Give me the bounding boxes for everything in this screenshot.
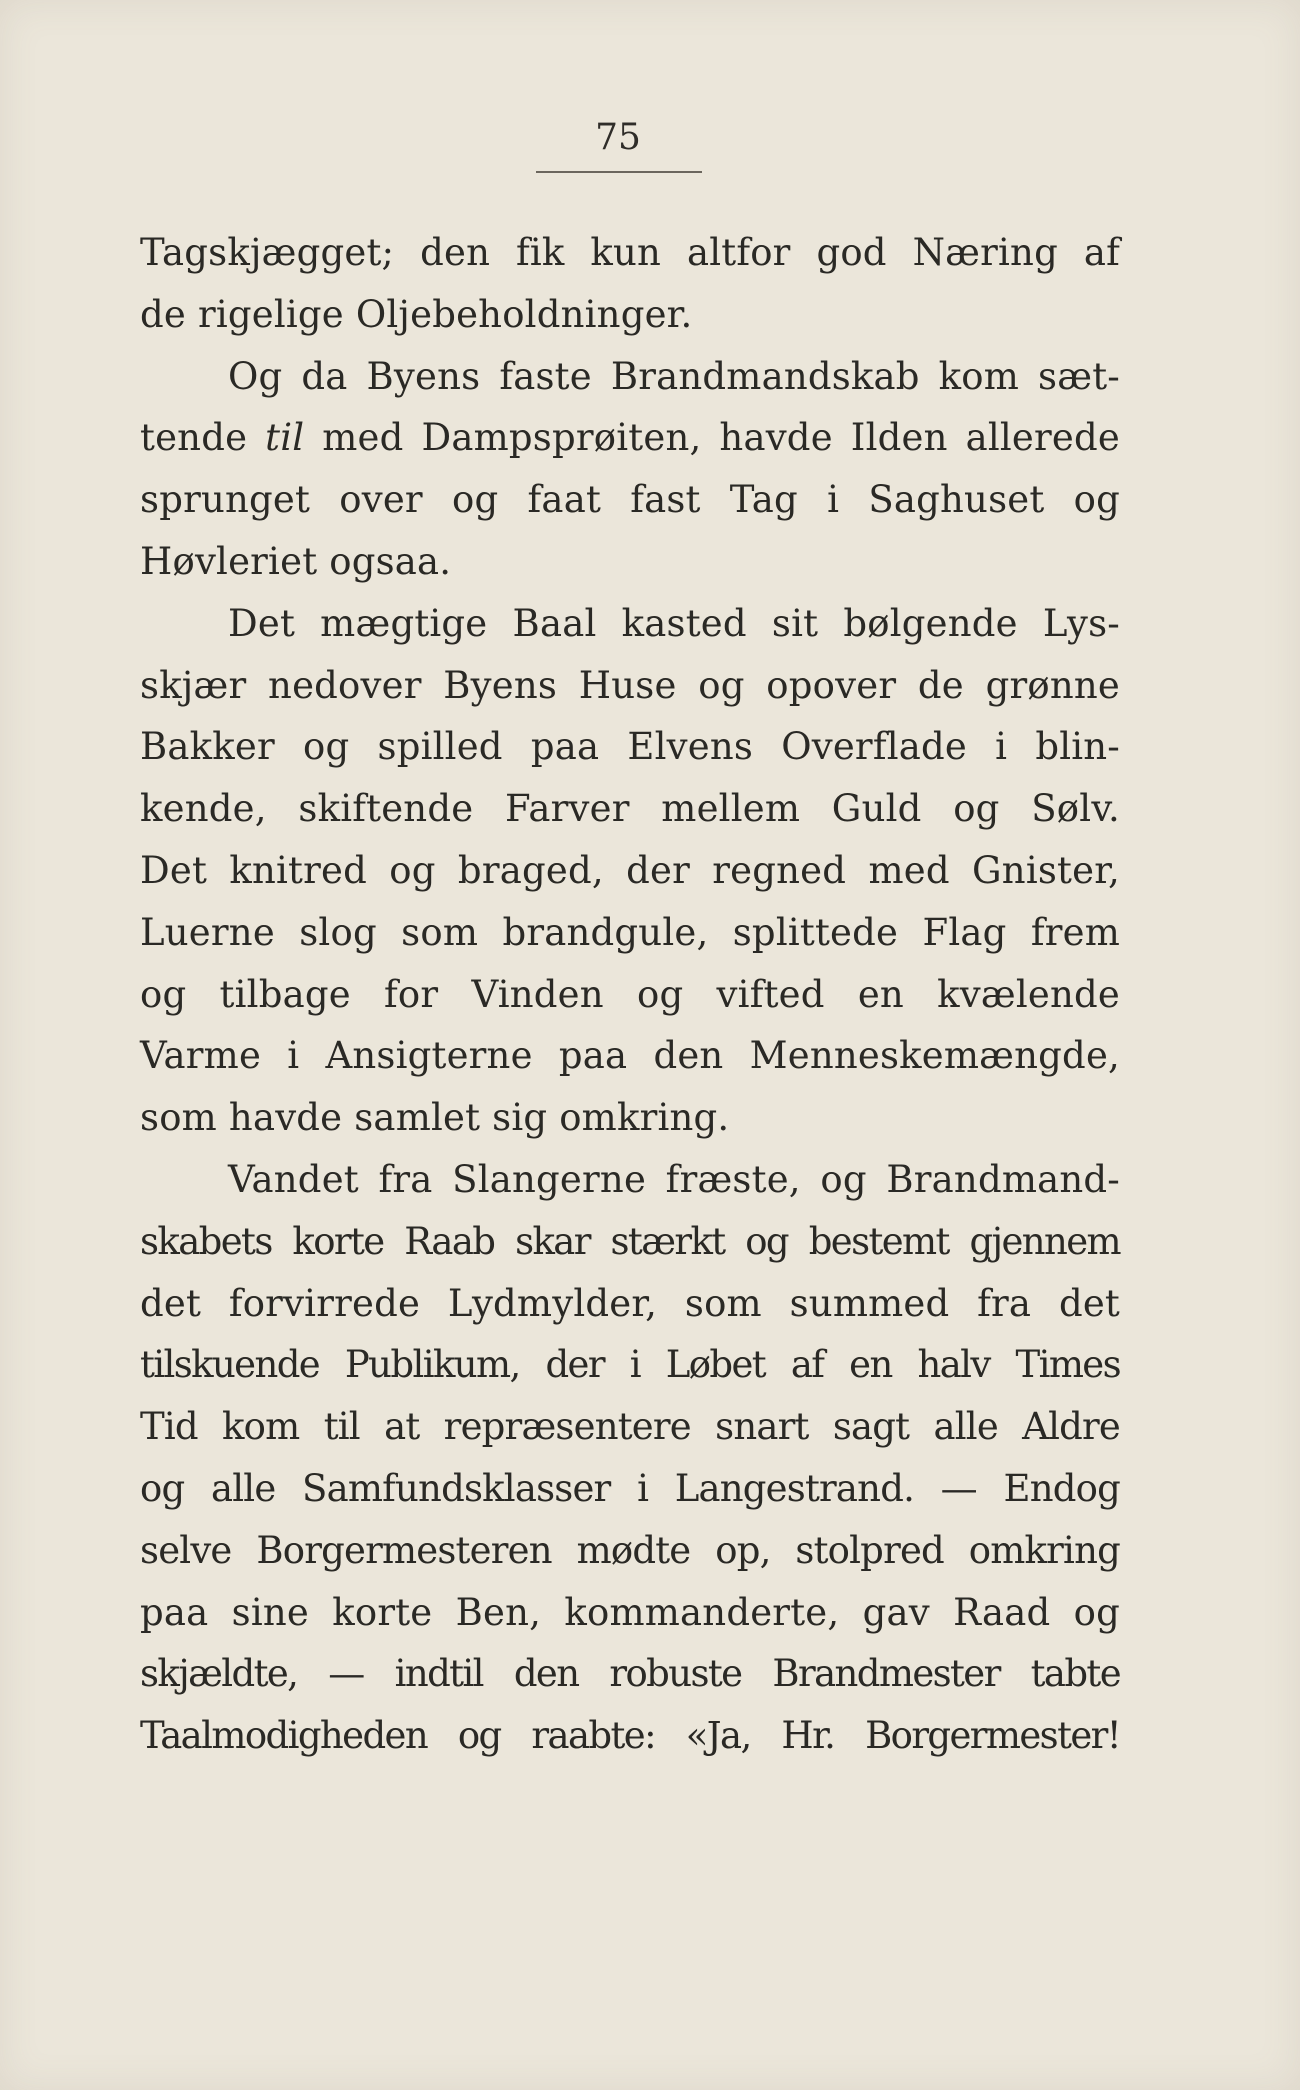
- text-line: Og da Byens faste Brandmandskab kom sæt-: [228, 354, 1120, 398]
- text-line: skjældte, — indtil den robuste Brandmester tabte: [140, 1652, 1120, 1696]
- text-line: skabets korte Raab skar stærkt og bestemt gjennem: [140, 1219, 1120, 1263]
- page-number: 75: [595, 117, 641, 158]
- page-number-rule: [536, 171, 702, 173]
- text-line: og alle Samfundsklasser i Langestrand. — Endog: [140, 1466, 1120, 1510]
- text-line: paa sine korte Ben, kommanderte, gav Raad og: [140, 1590, 1120, 1634]
- text-line: tilskuende Publikum, der i Løbet af en halv Times: [140, 1343, 1120, 1387]
- text-line: de rigelige Oljebeholdninger.: [140, 292, 693, 336]
- text-line: sprunget over og faat fast Tag i Saghuset og: [140, 478, 1120, 522]
- text-line: skjær nedover Byens Huse og opover de grønne: [140, 663, 1120, 707]
- text-line: kende, skiftende Farver mellem Guld og Sølv.: [140, 787, 1120, 831]
- text-line: Høvleriet ogsaa.: [140, 539, 452, 583]
- text-line: Luerne slog som brandgule, splittede Flag frem: [140, 910, 1120, 954]
- text-line: Det mægtige Baal kasted sit bølgende Lys-: [228, 601, 1120, 645]
- text-line: Det knitred og braged, der regned med Gnister,: [140, 848, 1120, 892]
- text-line: Tagskjægget; den fik kun altfor god Næring af: [140, 231, 1120, 274]
- text-line: Varme i Ansigterne paa den Menneskemængde,: [140, 1034, 1120, 1078]
- text-line: [140, 407, 1120, 469]
- text-line-part: med Dampsprøiten, havde Ilden allerede: [304, 416, 1120, 460]
- text-line: det forvirrede Lydmylder, som summed fra det: [140, 1281, 1120, 1325]
- text-line: Bakker og spilled paa Elvens Overflade i blin-: [140, 725, 1120, 769]
- text-line: og tilbage for Vinden og vifted en kvælende: [140, 972, 1120, 1016]
- text-line: som havde samlet sig omkring.: [140, 1096, 730, 1140]
- text-line: selve Borgermesteren mødte op, stolpred omkring: [140, 1528, 1120, 1572]
- text-line: Taalmodigheden og raabte: «Ja, Hr. Borgermester!: [140, 1714, 1120, 1758]
- text-line-part: tende: [140, 416, 266, 460]
- body-text: [140, 222, 1120, 1767]
- text-line: Tid kom til at repræsentere snart sagt alle Aldre: [140, 1405, 1120, 1449]
- text-line: Vandet fra Slangerne fræste, og Brandmand-: [228, 1157, 1120, 1201]
- italic-word: til: [265, 416, 305, 460]
